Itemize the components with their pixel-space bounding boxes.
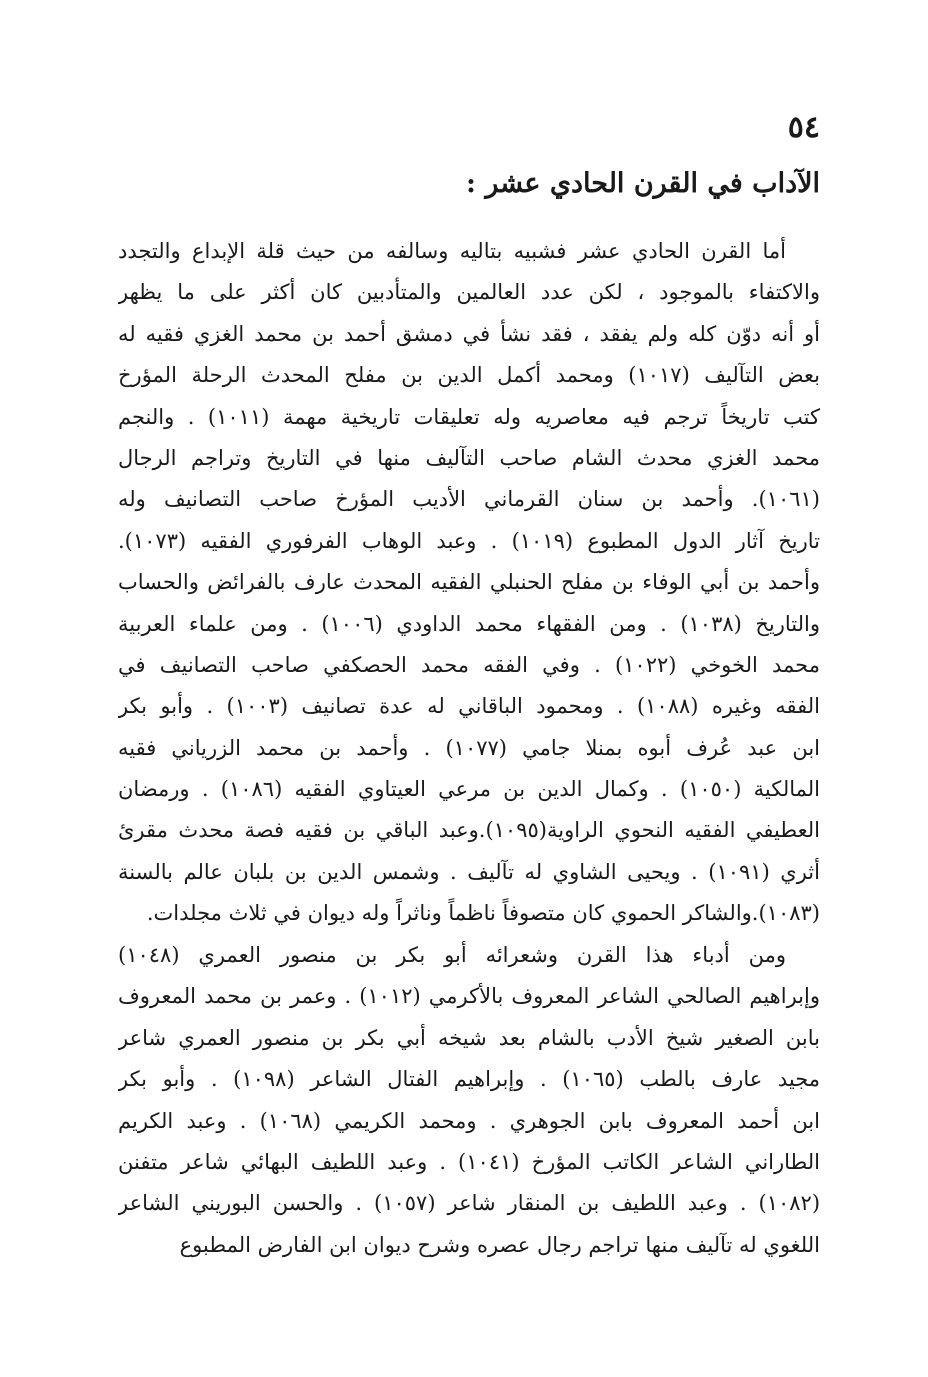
text-line: تاريخ آثار الدول المطبوع (١٠١٩) . وعبد الوهاب الفرفوري الفقيه (١٠٧٣). bbox=[118, 528, 820, 553]
text-line: مجيد عارف بالطب (١٠٦٥) . وإبراهيم الفتال الشاعر (١٠٩٨) . وأبو بكر bbox=[118, 1067, 820, 1092]
text-line: بعض التآليف (١٠١٧) ومحمد أكمل الدين بن مفلح المحدث الرحلة المؤرخ bbox=[118, 363, 820, 388]
text-line: (١٠٦١). وأحمد بن سنان القرماني الأديب المؤرخ صاحب التصانيف وله bbox=[118, 487, 820, 512]
text-line: وأحمد بن أبي الوفاء بن مفلح الحنبلي الفقيه المحدث عارف بالفرائض والحساب bbox=[118, 570, 820, 595]
text-line: كتب تاريخاً ترجم فيه معاصريه وله تعليقات تاريخية مهمة (١٠١١) . والنجم bbox=[118, 404, 820, 429]
text-line: بابن الصغير شيخ الأدب بالشام بعد شيخه أبي بكر بن منصور العمري شاعر bbox=[118, 1025, 820, 1050]
text-line: اللغوي له تآليف منها تراجم رجال عصره وشرح ديوان ابن الفارض المطبوع bbox=[179, 1232, 820, 1257]
text-line: ومن أدباء هذا القرن وشعرائه أبو بكر بن منصور العمري (١٠٤٨) bbox=[118, 943, 787, 967]
text-line: (١٠٨٣).والشاكر الحموي كان متصوفاً ناظماً وناثراً وله ديوان في ثلاث مجلدات. bbox=[146, 901, 820, 926]
paragraph bbox=[118, 231, 820, 935]
text-line: الطاراني الشاعر الكاتب المؤرخ (١٠٤١) . وعبد اللطيف البهائي شاعر متفنن bbox=[118, 1149, 820, 1174]
paragraph bbox=[118, 935, 820, 1266]
text-line: العطيفي الفقيه النحوي الراوية(١٠٩٥).وعبد الباقي بن فقيه فصة محدث مقرئ bbox=[118, 818, 820, 843]
text-line: محمد الغزي محدث الشام صاحب التآليف منها في التاريخ وتراجم الرجال bbox=[118, 445, 820, 470]
text-line: والتاريخ (١٠٣٨) . ومن الفقهاء محمد الداودي (١٠٠٦) . ومن علماء العربية bbox=[118, 611, 820, 636]
text-line: أثري (١٠٩١) . ويحيى الشاوي له تآليف . وشمس الدين بن بلبان عالم بالسنة bbox=[118, 859, 820, 884]
text-line: محمد الخوخي (١٠٢٢) . وفي الفقه محمد الحصكفي صاحب التصانيف في bbox=[118, 652, 820, 677]
text-line: المالكية (١٠٥٠) . وكمال الدين بن مرعي العيتاوي الفقيه (١٠٨٦) . ورمضان bbox=[118, 777, 820, 802]
text-line: وإبراهيم الصالحي الشاعر المعروف بالأكرمي (١٠١٢) . وعمر بن محمد المعروف bbox=[118, 984, 820, 1009]
text-line: والاكتفاء بالموجود ، لكن عدد العالمين والمتأدبين كان أكثر على ما يظهر bbox=[118, 280, 820, 305]
text-line: ابن عبد عُرف أبوه بمنلا جامي (١٠٧٧) . وأحمد بن محمد الزرياني فقيه bbox=[118, 735, 820, 760]
text-line: أما القرن الحادي عشر فشبيه بتاليه وسالفه من حيث قلة الإبداع والتجدد bbox=[118, 239, 786, 263]
text-line: الفقه وغيره (١٠٨٨) . ومحمود الباقاني له عدة تصانيف (١٠٠٣) . وأبو بكر bbox=[118, 694, 820, 719]
page-number: ٥٤ bbox=[787, 110, 820, 145]
text-line: ابن أحمد المعروف بابن الجوهري . ومحمد الكريمي (١٠٦٨) . وعبد الكريم bbox=[118, 1108, 820, 1133]
section-heading: الآداب في القرن الحادي عشر : bbox=[466, 168, 820, 199]
text-line: (١٠٨٢) . وعبد اللطيف بن المنقار شاعر (١٠٥٧) . والحسن البوريني الشاعر bbox=[118, 1191, 820, 1216]
text-line: أو أنه دوّن كله ولم يفقد ، فقد نشأ في دمشق أحمد بن محمد الغزي فقيه له bbox=[118, 321, 820, 346]
